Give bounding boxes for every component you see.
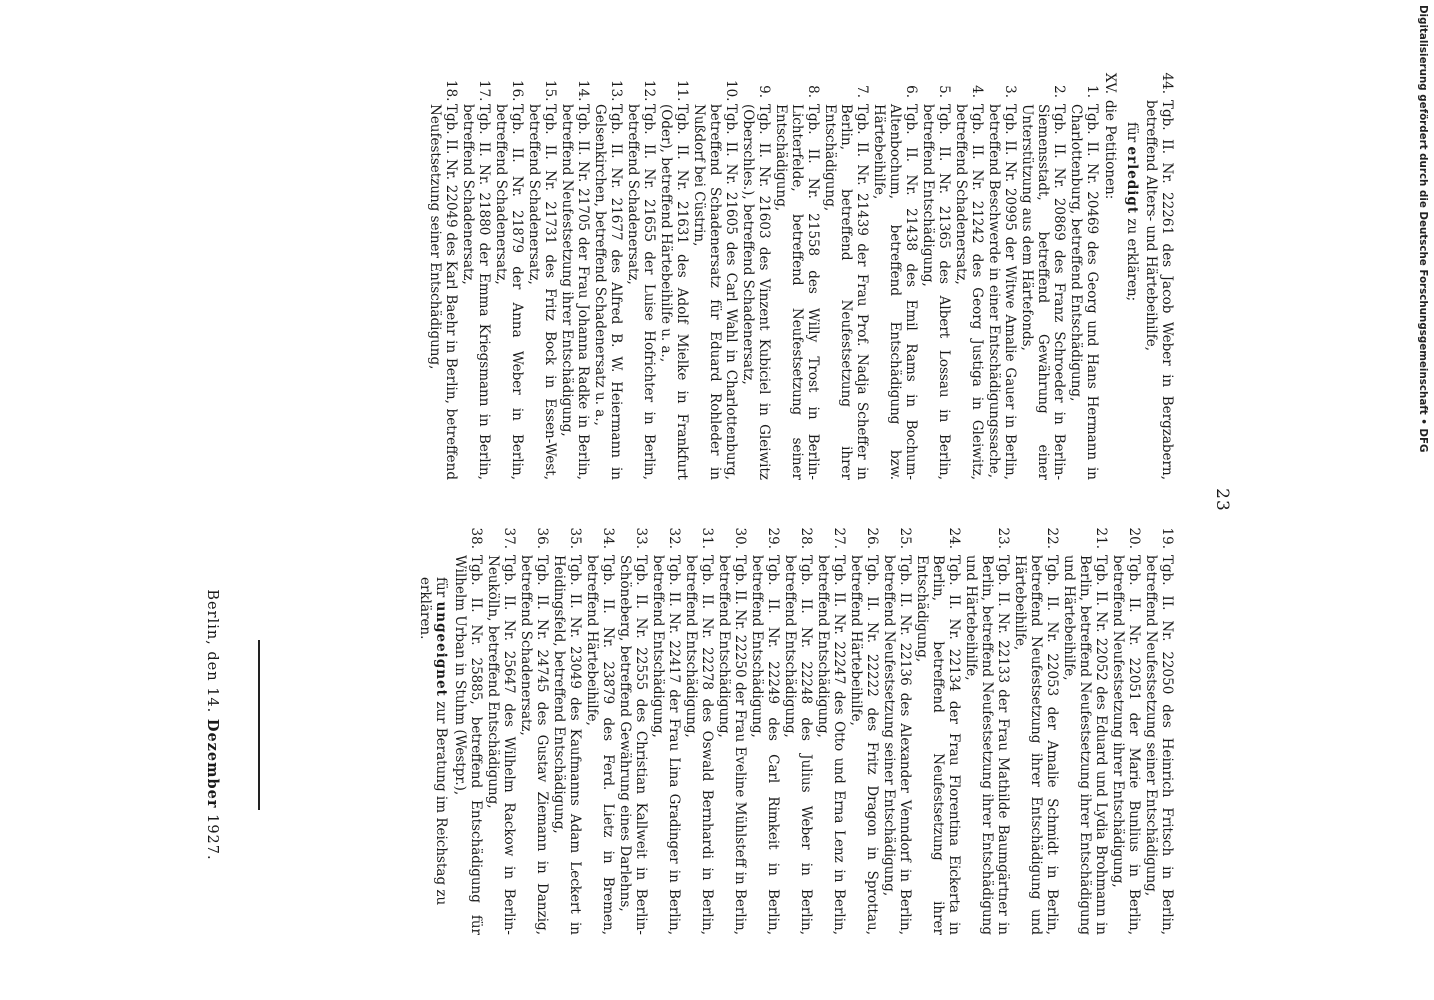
item-number: 36. <box>534 527 550 549</box>
item-number: 17. <box>476 80 492 102</box>
item-text: Tgb. II. Nr. 25885, betreffend Entschädigung für Wilhelm Urban in Stuhm (Westpr.), <box>452 555 484 935</box>
item-text: Tgb. II. Nr. 21603 des Vinzent Kubiciel in Gleiwitz (Oberschles.), betreffend Schadenersatz, <box>740 104 772 480</box>
item-number: 44. <box>1159 72 1175 94</box>
item-number: 6. <box>903 85 919 98</box>
list-item <box>822 80 870 480</box>
list-item <box>584 515 616 935</box>
item-text: Tgb. II. Nr. 21439 der Frau Prof. Nadja Scheffer in Berlin, betreffend Neufestsetzung ihrer Entschädigung, <box>822 104 870 480</box>
list-item <box>1143 515 1175 935</box>
item-text: Tgb. II. Nr. 21655 der Luise Hofrichter in Berlin, betreffend Schadenersatz, <box>625 104 657 480</box>
resolution-suffix: zur Beratung im Reichstag zu erklären. <box>417 577 449 906</box>
list-item <box>920 80 952 480</box>
item-text: Tgb. II. Nr. 22051 der Marie Bunlius in Berlin, betreffend Neufestsetzung ihrer Entschädigung, <box>1110 555 1142 935</box>
item-text: Tgb. II. Nr. 21705 der Frau Johanna Radke in Berlin, betreffend Neufestsetzung ihrer Entschädigung, <box>559 104 591 480</box>
item-number: 4. <box>969 85 985 98</box>
item-number: 12. <box>641 80 657 102</box>
item-text: Tgb. II. Nr. 22261 des Jacob Weber in Bergzabern, betreffend Alters- und Härtebeihilfe, <box>1143 100 1175 480</box>
list-item <box>551 515 583 935</box>
item-text: Tgb. II. Nr. 22247 des Otto und Erna Lenz in Berlin, betreffend Entschädigung, <box>815 555 847 935</box>
item-text: Tgb. II. Nr. 21677 des Alfred B. W. Heiermann in Gelsenkirchen, betreffend Schadenersatz u. a., <box>592 104 624 480</box>
item-text: Tgb. II. Nr. 20995 der Witwe Amalie Gauer in Berlin, betreffend Beschwerde in einer Entschädigungssache, <box>986 104 1018 480</box>
item-text: Tgb. II. Nr. 21605 des Carl Wahl in Charlottenburg, betreffend Schadenersatz für Eduard Rohleder in Nußdorf bei Cüstrin, <box>691 104 739 480</box>
item-text: Tgb. II. Nr. 22049 des Karl Baehr in Berlin, betreffend Neufestsetzung seiner Entschädigung, <box>427 104 459 480</box>
item-text: Tgb. II. Nr. 22278 des Oswald Bernhardi in Berlin, betreffend Entschädigung, <box>683 555 715 935</box>
list-item <box>617 515 649 935</box>
list-item <box>1068 80 1100 480</box>
digitization-credit <box>1412 5 1434 453</box>
item-number: 15. <box>542 80 558 102</box>
item-number: 29. <box>765 527 781 549</box>
separator-rule <box>258 640 260 810</box>
right-column <box>413 515 1175 935</box>
list-item <box>650 515 682 935</box>
list-item <box>773 80 821 480</box>
item-text: Tgb. II. Nr. 22222 des Fritz Dragon in Sprottau, betreffend Härtebeihilfe, <box>848 555 880 935</box>
item-number: 37. <box>501 527 517 549</box>
item-number: 32. <box>666 527 682 549</box>
list-item <box>1061 515 1109 935</box>
list-item <box>1110 515 1142 935</box>
item-number: 3. <box>1002 85 1018 98</box>
resolution-line <box>417 515 449 935</box>
date-line-prefix: Berlin, den 14. <box>204 589 220 719</box>
item-number: 38. <box>468 527 484 549</box>
list-item <box>986 80 1018 480</box>
list-item <box>592 80 624 480</box>
resolution-line <box>1124 60 1140 480</box>
item-number: 28. <box>798 527 814 549</box>
item-number: 22. <box>1044 527 1060 549</box>
item-text: Tgb. II. Nr. 21365 des Albert Lossau in Berlin, betreffend Entschädigung, <box>920 104 952 480</box>
item-number: 20. <box>1126 527 1142 549</box>
item-text: Tgb. II. Nr. 22249 des Carl Rimkeit in Berlin, betreffend Entschädigung, <box>749 555 781 935</box>
item-number: 25. <box>897 527 913 549</box>
item-number: 18. <box>443 80 459 102</box>
document-page <box>110 60 1250 940</box>
item-text: Tgb. II. Nr. 20469 des Georg und Hans Hermann in Charlottenburg, betreffend Entschädigung, <box>1068 104 1100 480</box>
list-item <box>716 515 748 935</box>
list-item <box>881 515 913 935</box>
list-item <box>559 80 591 480</box>
item-number: 10. <box>723 80 739 102</box>
item-text: Tgb. II. Nr. 22053 der Amalie Schmidt in Berlin, betreffend Neufestsetzung ihrer Entschädigung und Härtebeihilfe, <box>1012 555 1060 935</box>
item-number: 31. <box>699 527 715 549</box>
item-text: Tgb. II. Nr. 22136 des Alexander Venndorf in Berlin, betreffend Neufestsetzung seiner Entschädigung, <box>881 555 913 935</box>
section-heading <box>1102 60 1118 480</box>
item-text: Tgb. II. Nr. 21242 des Georg Justiga in Gleiwitz, betreffend Schadenersatz, <box>953 104 985 480</box>
resolution-suffix: zu erklären; <box>1124 214 1140 302</box>
item-text: Tgb. II. Nr. 21631 des Adolf Mielke in Frankfurt (Oder), betreffend Härtebeihilfe u. a., <box>658 104 690 480</box>
list-item <box>625 80 657 480</box>
left-column <box>426 60 1175 480</box>
item-number: 35. <box>567 527 583 549</box>
item-number: 27. <box>831 527 847 549</box>
list-item <box>782 515 814 935</box>
list-item <box>526 80 558 480</box>
list-item <box>658 80 690 480</box>
item-number: 7. <box>854 85 870 98</box>
item-text: Tgb. II. Nr. 22052 des Eduard und Lydia Brohmann in Berlin, betreffend Neufestsetzung ihrer Entschädigung und Härtebeihilfe, <box>1061 555 1109 935</box>
list-item <box>683 515 715 935</box>
item-number: 2. <box>1051 85 1067 98</box>
item-text: Tgb. II. Nr. 22248 des Julius Weber in Berlin, betreffend Entschädigung, <box>782 555 814 935</box>
item-text: Tgb. II. Nr. 24745 des Gustav Ziemann in Danzig, betreffend Schadenersatz, <box>518 555 550 935</box>
list-item <box>485 515 517 935</box>
date-line <box>204 515 220 935</box>
list-item <box>848 515 880 935</box>
item-number: 11. <box>674 80 690 102</box>
item-text: Tgb. II. Nr. 20869 des Franz Schroeder in Berlin-Siemensstadt, betreffend Gewährung einer Unterstützung aus dem Härtefonds, <box>1019 104 1067 480</box>
item-number: 14. <box>575 80 591 102</box>
item-text: Tgb. II. Nr. 21558 des Willy Trost in Berlin-Lichterfelde, betreffend Neufestsetzung seiner Entschädigung, <box>773 104 821 480</box>
section-number: XV. <box>1102 72 1118 94</box>
digitization-credit-text: Digitalisierung gefördert durch die Deutsche Forschungsgemeinschaft • DFG <box>1417 5 1429 453</box>
date-line-month: Dezember <box>204 718 221 809</box>
item-text: Tgb. II. Nr. 22050 des Heinrich Fritsch in Berlin, betreffend Neufestsetzung seiner Entschädigung, <box>1143 555 1175 935</box>
list-item <box>460 80 492 480</box>
item-number: 8. <box>805 85 821 98</box>
list-item <box>963 515 1011 935</box>
resolution-prefix: für <box>1124 122 1140 147</box>
item-text: Tgb. II. Nr. 23879 des Ferd. Lietz in Bremen, betreffend Härtebeihilfe, <box>584 555 616 935</box>
item-text: Tgb. II. Nr. 25647 des Wilhelm Rackow in Berlin-Neukölln, betreffend Entschädigung, <box>485 555 517 935</box>
list-item <box>493 80 525 480</box>
item-number: 19. <box>1159 527 1175 549</box>
item-number: 21. <box>1093 527 1109 549</box>
item-text: Tgb. II. Nr. 22555 des Christian Kallweit in Berlin-Schöneberg, betreffend Gewährung eines Darlehns, <box>617 555 649 935</box>
list-item <box>1143 60 1175 480</box>
list-item <box>518 515 550 935</box>
date-line-suffix: 1927. <box>204 808 220 861</box>
item-number: 9. <box>756 85 772 98</box>
list-item <box>871 80 919 480</box>
resolution-keyword: erledigt <box>1124 146 1140 215</box>
item-number: 23. <box>995 527 1011 549</box>
item-text: Tgb. II. Nr. 21880 der Emma Kriegsmann in Berlin, betreffend Schadenersatz, <box>460 104 492 480</box>
item-text: Tgb. II. Nr. 21879 der Anna Weber in Berlin, betreffend Schadenersatz, <box>493 104 525 480</box>
petition-list <box>427 60 1100 480</box>
item-text: Tgb. II. Nr. 21438 des Emil Rams in Bochum-Altenbochum, betreffend Entschädigung bzw. Härtebeihilfe, <box>871 104 919 480</box>
item-number: 30. <box>732 527 748 549</box>
list-item <box>914 515 962 935</box>
item-text: Tgb. II. Nr. 22133 der Frau Mathilde Baumgärtner in Berlin, betreffend Neufestsetzung ihrer Entschädigung und Härtebeihilfe, <box>963 555 1011 935</box>
resolution-keyword: ungeeignet <box>433 601 449 697</box>
list-item <box>740 80 772 480</box>
list-item <box>452 515 484 935</box>
item-number: 24. <box>946 527 962 549</box>
item-number: 16. <box>509 80 525 102</box>
list-item <box>691 80 739 480</box>
list-item <box>953 80 985 480</box>
page-number: 23 <box>1212 488 1232 512</box>
item-text: Tgb. II. Nr. 22417 der Frau Lina Gradinger in Berlin, betreffend Entschädigung, <box>650 555 682 935</box>
item-number: 13. <box>608 80 624 102</box>
list-item <box>427 80 459 480</box>
list-item <box>1019 80 1067 480</box>
item-text: Tgb. II. Nr. 22250 der Frau Eveline Mühlsteff in Berlin, betreffend Entschädigung, <box>716 555 748 935</box>
item-text: Tgb. II. Nr. 22134 der Frau Florentina Eickerta in Berlin, betreffend Neufestsetzung ihrer Entschädigung, <box>914 555 962 935</box>
list-item <box>749 515 781 935</box>
item-number: 5. <box>936 85 952 98</box>
item-text: Tgb. II. Nr. 23049 des Kaufmanns Adam Leckert in Heidingsfeld, betreffend Entschädigung, <box>551 555 583 935</box>
item-number: 26. <box>864 527 880 549</box>
section-title: die Petitionen: <box>1102 100 1118 200</box>
resolution-prefix: für <box>433 577 449 602</box>
item-number: 1. <box>1084 85 1100 98</box>
item-number: 34. <box>600 527 616 549</box>
item-number: 33. <box>633 527 649 549</box>
list-item <box>1012 515 1060 935</box>
list-item <box>815 515 847 935</box>
item-text: Tgb. II. Nr. 21731 des Fritz Bock in Essen-West, betreffend Schadenersatz, <box>526 104 558 480</box>
